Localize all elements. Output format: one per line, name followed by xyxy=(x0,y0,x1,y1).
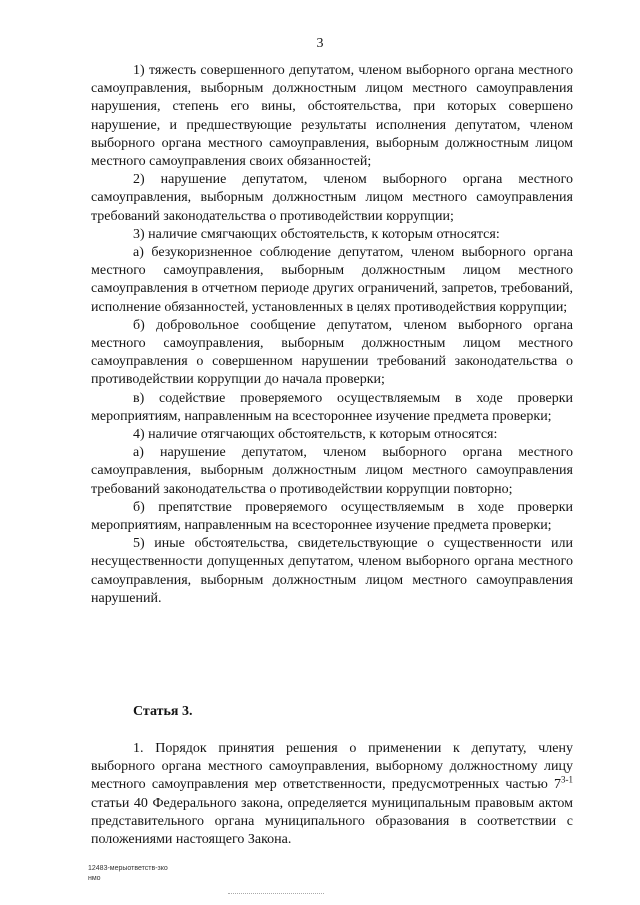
paragraph: б) добровольное сообщение депутатом, членом выборного органа местного самоуправления, выборным должностным лицом местного самоуправления о совершенном нарушении требований законодательства о противодействии коррупции до начала проверки; xyxy=(91,317,573,388)
footer-line: нмо xyxy=(88,875,101,882)
paragraph: 1) тяжесть совершенного депутатом, членом выборного органа местного самоуправления, выборным должностным лицом местного самоуправления нарушения, степень его вины, обстоятельства, при которых совершено нарушение, и предшествующие результаты исполнения депутатом, членом выборного органа местного самоуправления, выборным должностным лицом местного самоуправления своих обязанностей; xyxy=(91,63,573,170)
paragraph: 3) наличие смягчающих обстоятельств, к которым относятся: xyxy=(133,226,500,242)
scan-artifact xyxy=(228,893,324,895)
article-body xyxy=(91,740,573,849)
article-heading: Статья 3. xyxy=(133,704,193,719)
footer-line: 12483-мерыответств-зко xyxy=(88,865,168,872)
file-footer xyxy=(88,864,168,884)
paragraph: а) нарушение депутатом, членом выборного органа местного самоуправления, выборным должностным лицом местного самоуправления требований законодательства о противодействии коррупции повторно; xyxy=(91,445,573,497)
paragraph: в) содействие проверяемого осуществляемым в ходе проверки мероприятиям, направленным на всестороннее изучение предмета проверки; xyxy=(91,390,573,424)
article-text-part2: статьи 40 Федерального закона, определяется муниципальным правовым актом представительного органа муниципального образования в соответствии с положениями настоящего Закона. xyxy=(91,795,573,848)
paragraph: 5) иные обстоятельства, свидетельствующие о существенности или несущественности допущенных депутатом, членом выборного органа местного самоуправления, выборным должностным лицом местного самоуправления нарушений. xyxy=(91,536,573,606)
document-body xyxy=(91,62,573,608)
paragraph: б) препятствие проверяемого осуществляемым в ходе проверки мероприятиям, направленным на всестороннее изучение предмета проверки; xyxy=(91,499,573,534)
article-text-part1: 1. Порядок принятия решения о применении к депутату, члену выборного органа местного самоуправления, выборному должностному лицу местного самоуправления мер ответственности, предусмотренных частью 7 xyxy=(91,741,573,793)
paragraph: а) безукоризненное соблюдение депутатом, членом выборного органа местного самоуправления, выборным должностным лицом местного самоуправления в отчетном периоде других ограничений, запретов, требований, исполнение обязанностей, установленных в целях противодействия коррупции; xyxy=(91,245,573,315)
page-number: 3 xyxy=(316,36,324,51)
paragraph: 4) наличие отягчающих обстоятельств, к которым относятся: xyxy=(133,427,498,443)
paragraph: 2) нарушение депутатом, членом выборного органа местного самоуправления, выборным должностным лицом местного самоуправления требований законодательства о противодействии коррупции; xyxy=(91,172,573,224)
article-superscript: 3-1 xyxy=(561,774,573,785)
article-paragraph xyxy=(91,740,573,849)
